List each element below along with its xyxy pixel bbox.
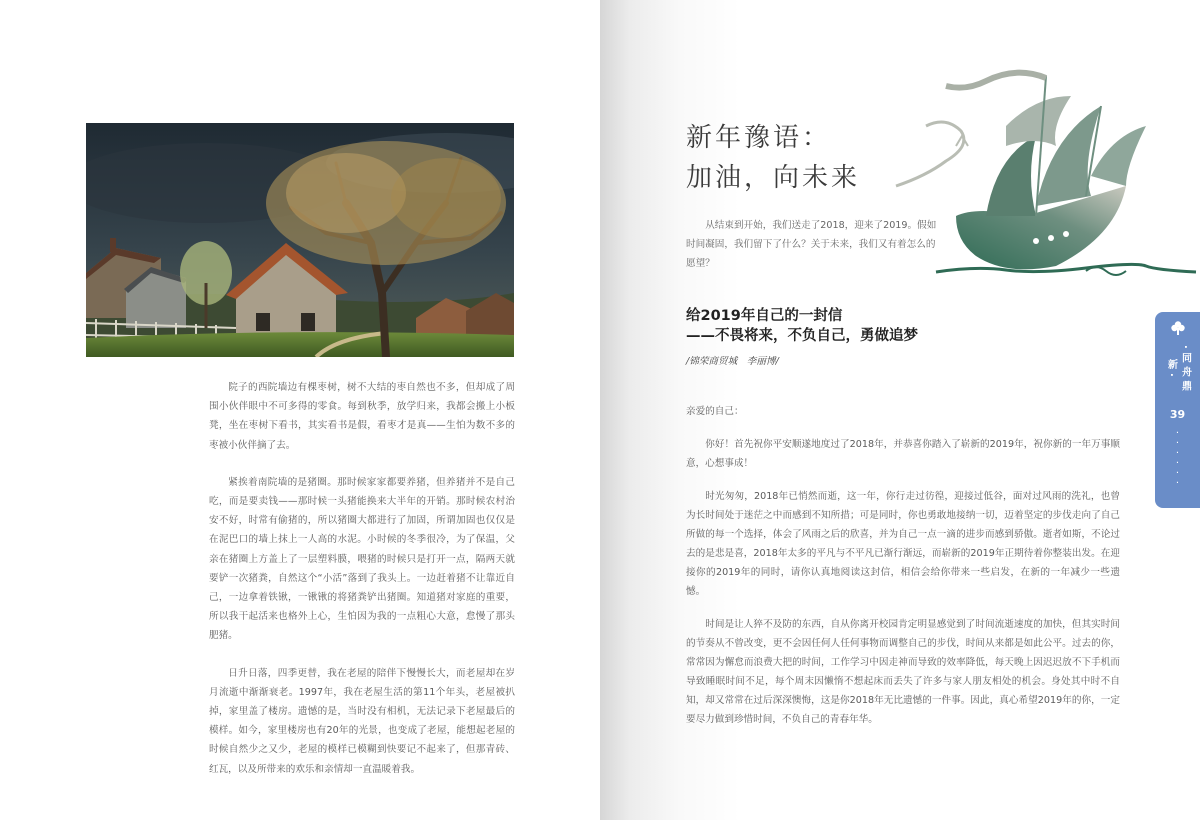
- page-number: 39: [1169, 408, 1186, 421]
- letter-body: [686, 402, 1120, 743]
- headline: [686, 118, 860, 198]
- salutation: 亲爱的自己：: [686, 406, 744, 417]
- letter-title-line-1: 给2019年自己的一封信: [686, 308, 843, 324]
- left-paragraph-1: 院子的西院墙边有棵枣树，树不大结的枣自然也不多，但却成了周围小伙伴眼中不可多得的零食。每到秋季，放学归来，我都会搬上小板凳，坐在枣树下看书，其实看书是假，看枣才是真——生怕为数不多的枣被小伙伴摘了去。: [209, 382, 515, 451]
- letter-paragraph-2: 时光匆匆，2018年已悄然而逝，这一年，你行走过彷徨，迎接过低谷，面对过风雨的洗礼，也曾为长时间处于迷茫之中而感到不知所措；可是同时，你也勇敢地接纳一切，迈着坚定的步伐走向了自己所做的每一个选择，体会了风雨之后的欣喜，并为自己一点一滴的进步而感到骄傲。逝者如斯，不论过去的是悲是喜，2018年太多的平凡与不平凡已渐行渐远，而崭新的2019年正期待着你整装出发。在迎接你的2019年的同时，请你认真地阅读这封信，相信会给你带来一些启发，在新的一年减少一些遗憾。: [686, 491, 1120, 597]
- letter-paragraph-3: 时间是让人猝不及防的东西，自从你离开校园肯定明显感觉到了时间流逝速度的加快，但其实时间的节奏从不曾改变，更不会因任何人任何事物而调整自己的步伐，时间从来都是如此公平。过去的你，常常因为懈怠而浪费大把的时间，工作学习中因走神而导致的效率降低，每天晚上因迟迟放不下手机而导致睡眠时间不足，每个周末因懒惰不想起床而丢失了许多与家人朋友相处的机会。身处其中时不自知，却又常常在过后深深懊悔，这是你2018年无比遗憾的一件事。因此，真心希望2019年的你，一定要尽力做到珍惜时间，不负自己的青春年华。: [686, 619, 1120, 725]
- letter-title-line-2: ——不畏将来，不负自己，勇做追梦: [686, 328, 918, 344]
- letter-paragraph-1: 你好！首先祝你平安顺遂地度过了2018年，并恭喜你踏入了崭新的2019年，祝你新的一年万事顺意，心想事成！: [686, 439, 1120, 469]
- countryside-photo: [86, 123, 514, 357]
- intro-text: 从结束到开始，我们送走了2018，迎来了2019。假如时间凝固，我们留下了什么？关于未来，我们又有着怎么的愿望？: [686, 220, 937, 269]
- section-tab: [1155, 312, 1200, 508]
- left-paragraph-3: 日升日落，四季更替，我在老屋的陪伴下慢慢长大，而老屋却在岁月流逝中渐渐衰老。1997年，我在老屋生活的第11个年头，老屋被扒掉，家里盖了楼房。遗憾的是，当时没有相机，无法记录下老屋最后的模样。如今，家里楼房也有20年的光景，也变成了老屋，能想起老屋的时候自然少之又少，老屋的模样已模糊到快要记不起来了，但那青砖、红瓦，以及所带来的欢乐和亲情却一直温暖着我。: [209, 667, 515, 775]
- tab-dots-decoration: · · · · · ·: [1175, 428, 1180, 489]
- left-paragraph-2: 紧挨着南院墙的是猪圈。那时候家家都要养猪，但养猪并不是自己吃，而是要卖钱——那时候一头猪能换来大半年的开销。那时候农村治安不好，时常有偷猪的，所以猪圈大都进行了加固，所谓加固也仅仅是在泥巴口的墙上抹上一人高的水泥。小时候的冬季很冷，为了保温，父亲在猪圈上方盖上了一层塑料膜，喂猪的时候只是打开一点，隔两天就要铲一次猪粪，自然这个“小活”落到了我头上。一边赶着猪不让靠近自己，一边拿着铁锹，一锹锹的将猪粪铲出猪圈。知道猪对家庭的重要，所以我干起活来也格外上心，生怕因为我的一点粗心大意，怠慢了那头肥猪。: [209, 476, 515, 642]
- byline: /锦荣商贸城 李丽博/: [686, 356, 779, 367]
- headline-line-1: 新年豫语：: [686, 123, 832, 153]
- diamond-clover-icon: [1170, 320, 1186, 336]
- left-article-body: [209, 378, 515, 797]
- letter-title: [686, 306, 918, 346]
- section-tab-label: ·同舟鼎新·: [1165, 345, 1191, 395]
- headline-line-2: 加油，向未来: [686, 163, 861, 193]
